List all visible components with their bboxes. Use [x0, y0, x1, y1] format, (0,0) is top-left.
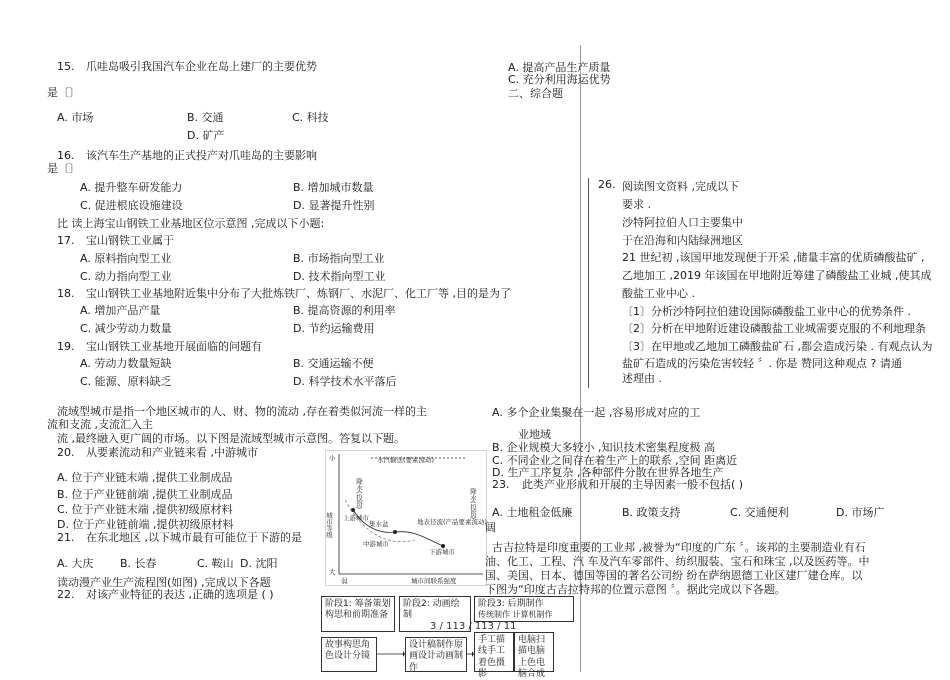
fig-downstream-dot: [441, 544, 445, 548]
fig-top-arrow: 水汽输送(要素流动): [377, 456, 435, 464]
q17-option-b[interactable]: B. 市场指向型工业: [293, 252, 385, 265]
fig-y-bottom: 大: [329, 568, 336, 576]
q23-stem: 此类产业形成和开展的主导因素一般不包括( ): [522, 478, 744, 491]
q22-stem: 对该产业特征的表达 ,正确的选项是 ( ): [86, 588, 274, 601]
anime-box-computer: [514, 632, 554, 679]
q21-option-c[interactable]: C. 鞍山: [197, 557, 234, 570]
anime-stage3-label: 阶段3: 后期制作: [478, 599, 544, 609]
section-heading-comprehensive: 二、综合题: [508, 87, 563, 100]
fig-catchment: 集水盆: [369, 520, 389, 528]
q26-line-6: 乙地加工 ,2019 年该国在甲地附近筹建了磷酸盐工业城 ,使其成: [622, 269, 932, 282]
q19-option-a[interactable]: A. 劳动力数量短缺: [80, 357, 172, 370]
anime-stage2-label: 阶段2: 动画绘制: [403, 599, 460, 621]
q23-option-c[interactable]: C. 交通便利: [730, 506, 789, 519]
q15-option-a-right[interactable]: A. 提高产品生产质量: [508, 61, 611, 74]
q26-line-12: 述理由 .: [622, 372, 662, 385]
fig-x-label: 城市间联系强度: [411, 577, 457, 585]
q20-intro-line2: 流和支流 ,支流汇入主: [47, 418, 153, 431]
q21-stem: 在东北地区 ,以下城市最有可能位于下游的是: [86, 531, 302, 544]
q26-side-rule: [588, 178, 589, 388]
fig-midstream-dot: [393, 530, 397, 534]
anime-box-computer-label: 电脑扫描电脑上色电脑合成: [518, 635, 546, 679]
fig-y-label: 城市等级: [325, 512, 333, 538]
q15-option-c[interactable]: C. 科技: [292, 111, 329, 124]
q26-line-4: 于在沿海和内陆绿洲地区: [622, 234, 743, 247]
fig-right-drop: 降水(投资): [469, 488, 477, 520]
q26-line-3: 沙特阿拉伯人口主要集中: [622, 216, 743, 229]
q15-stem-cont: 是〔〕: [47, 86, 80, 99]
q20-option-d[interactable]: D. 位于产业链前端 ,提供初级原材料: [57, 518, 234, 531]
fig-x-left: 弱: [341, 577, 348, 585]
q22-number: 22.: [57, 588, 75, 601]
q26-line-10: 〔3〕在甲地或乙地加工磷酸盐矿石 ,都会造成污染 . 有观点认为: [622, 340, 933, 353]
q23-option-d-cont: 阔: [485, 521, 496, 534]
q23-option-a[interactable]: A. 土地租金低廉: [492, 506, 573, 519]
fig-y-top: 小: [329, 454, 336, 462]
anime-stage1-box: [321, 596, 395, 632]
gujarat-line-4: 下图为“印度古吉拉特邦的位置示意图 〞。据此完成以下各题。: [485, 583, 786, 596]
q19-option-c[interactable]: C. 能源、原料缺乏: [80, 375, 172, 388]
q16-option-a[interactable]: A. 提升整车研发能力: [80, 181, 183, 194]
q17-stem: 宝山钢铁工业属于: [86, 234, 174, 247]
q18-stem: 宝山钢铁工业基地附近集中分布了大批炼铁厂、炼钢厂、水泥厂、化工厂等 ,目的是为了: [86, 287, 511, 300]
gujarat-line-2: 油、化工、工程、汽 车及汽车零部件、纺织服装、宝石和珠宝 ,以及医药等。中: [485, 555, 870, 568]
q21-number: 21.: [57, 531, 75, 544]
q20-option-b[interactable]: B. 位于产业链前端 ,提供工业制成品: [57, 488, 233, 501]
anime-stage3-box: [474, 596, 574, 622]
q15-number: 15.: [57, 60, 75, 73]
q18-option-d[interactable]: D. 节约运输费用: [293, 322, 375, 335]
q16-number: 16.: [57, 149, 75, 162]
q15-option-b[interactable]: B. 交通: [187, 111, 224, 124]
q23-option-d[interactable]: D. 市场广: [836, 506, 885, 519]
q19-number: 19.: [57, 340, 75, 353]
river-city-figure: [325, 450, 487, 586]
anime-box-story-label: 故事构思角色设计分镜: [325, 640, 371, 662]
q20-option-a[interactable]: A. 位于产业链末端 ,提供工业制成品: [57, 471, 233, 484]
gujarat-line-1: 古吉拉特是印度重要的工业邦 ,被誉为“印度的广东 〞。该邦的主要制造业有石: [492, 541, 866, 554]
q16-option-d[interactable]: D. 显著提升性别: [293, 199, 375, 212]
q26-line-2: 要求 .: [622, 198, 651, 211]
q22-option-d[interactable]: D. 生产工序复杂 ,各种部件分散在世界各地生产: [492, 466, 724, 479]
fig-upstream: 上游城市: [343, 514, 369, 522]
q22-intro: 读动漫产业生产流程图(如图) ,完成以下各题: [57, 576, 271, 589]
fig-midstream: 中游城市: [363, 540, 389, 548]
q15-option-c-right[interactable]: C. 充分利用海运优势: [508, 73, 611, 86]
q17-intro: 比 读上海宝山钢铁工业基地区位示意图 ,完成以下小题:: [57, 217, 325, 230]
anime-box-manual-label: 手工描线手工着色摄影: [478, 635, 506, 679]
q20-intro-line1: 流域型城市是指一个地区城市的人、财、物的流动 ,存在着类似河流一样的主: [57, 405, 427, 418]
q21-option-d[interactable]: D. 沈阳: [240, 557, 278, 570]
q20-number: 20.: [57, 446, 75, 459]
q22-option-c[interactable]: C. 不同企业之间存在着生产上的联系 ,空间 距离近: [492, 454, 738, 467]
q16-stem: 该汽车生产基地的正式投产对爪哇岛的主要影响: [86, 149, 317, 162]
q26-line-5: 21 世纪初 ,该国甲地发现便于开采 ,储量丰富的优质磷酸盐矿 ,: [622, 251, 925, 264]
q15-stem: 爪哇岛吸引我国汽车企业在岛上建厂的主要优势: [86, 60, 317, 73]
q17-number: 17.: [57, 234, 75, 247]
q18-number: 18.: [57, 287, 75, 300]
q23-number: 23.: [492, 478, 510, 491]
q20-option-c[interactable]: C. 位于产业链末端 ,提供初级原材料: [57, 503, 233, 516]
q17-option-a[interactable]: A. 原料指向型工业: [80, 252, 172, 265]
q18-option-b[interactable]: B. 提高资源的利用率: [293, 304, 396, 317]
q21-option-b[interactable]: B. 长春: [120, 557, 157, 570]
q26-number: 26.: [598, 178, 616, 191]
q26-line-9: 〔2〕分析在甲地附近建设磷酸盐工业城需要克服的不利地理条: [622, 322, 926, 335]
page-number: 3 / 113 / 113 / 11: [430, 621, 517, 632]
anime-box-design-label: 设计稿制作原画设计动画制作: [409, 640, 464, 673]
q15-option-a[interactable]: A. 市场: [57, 111, 94, 124]
q22-option-a[interactable]: A. 多个企业集聚在一起 ,容易形成对应的工: [492, 406, 701, 419]
q26-line-8: 〔1〕分析沙特阿拉伯建设国际磷酸盐工业中心的优势条件 .: [622, 305, 911, 318]
anime-flow-arrows: [377, 648, 517, 660]
anime-stage1-label: 阶段1: 筹备策划构思和前期准备: [325, 599, 391, 621]
anime-stage3-sub: 传统制作 计算机制作: [478, 610, 553, 620]
fig-flow: 地表径流(产品要素流动): [417, 518, 487, 526]
q17-option-d[interactable]: D. 技术指向型工业: [293, 270, 386, 283]
q26-line-1: 阅读图文资料 ,完成以下: [622, 180, 739, 193]
q19-option-b[interactable]: B. 交通运输不便: [293, 357, 374, 370]
q16-option-c[interactable]: C. 促进根底设施建设: [80, 199, 183, 212]
fig-left-drop: 降水(投资): [355, 478, 363, 510]
q22-option-b[interactable]: B. 企业规模大多较小 ,知识技术密集程度极 高: [492, 441, 716, 454]
fig-downstream: 下游城市: [429, 548, 455, 556]
gujarat-line-3: 国、美国、日本、德国等国的著名公司纷 纷在萨纳恩德工业区建厂建仓库。以: [485, 569, 863, 582]
q15-option-d[interactable]: D. 矿产: [187, 129, 225, 142]
q17-option-c[interactable]: C. 动力指向型工业: [80, 270, 172, 283]
q23-option-b[interactable]: B. 政策支持: [622, 506, 681, 519]
fig-upstream-dot: [351, 508, 355, 512]
q20-stem: 从要素流动和产业链来看 ,中游城市: [86, 446, 258, 459]
q19-stem: 宝山钢铁工业基地开展面临的问题有: [86, 340, 262, 353]
q26-line-7: 酸盐工业中心 .: [622, 287, 695, 300]
q18-option-a[interactable]: A. 增加产品产量: [80, 304, 161, 317]
q22-option-a-cont: 业地域: [518, 428, 551, 441]
q18-option-c[interactable]: C. 减少劳动力数量: [80, 322, 172, 335]
q20-intro-line3: 流 ,最终融入更广阔的市场。以下图是流域型城市示意图。答复以下题。: [57, 432, 405, 445]
q21-option-a[interactable]: A. 大庆: [57, 557, 94, 570]
q19-option-d[interactable]: D. 科学技术水平落后: [293, 375, 397, 388]
q16-stem-cont: 是〔〕: [47, 162, 80, 175]
q26-line-11: 盐矿石造成的污染危害较轻 〞. 你是 赞同这种观点 ? 请通: [622, 357, 902, 370]
q16-option-b[interactable]: B. 增加城市数量: [293, 181, 374, 194]
anime-box-story: [321, 637, 377, 672]
